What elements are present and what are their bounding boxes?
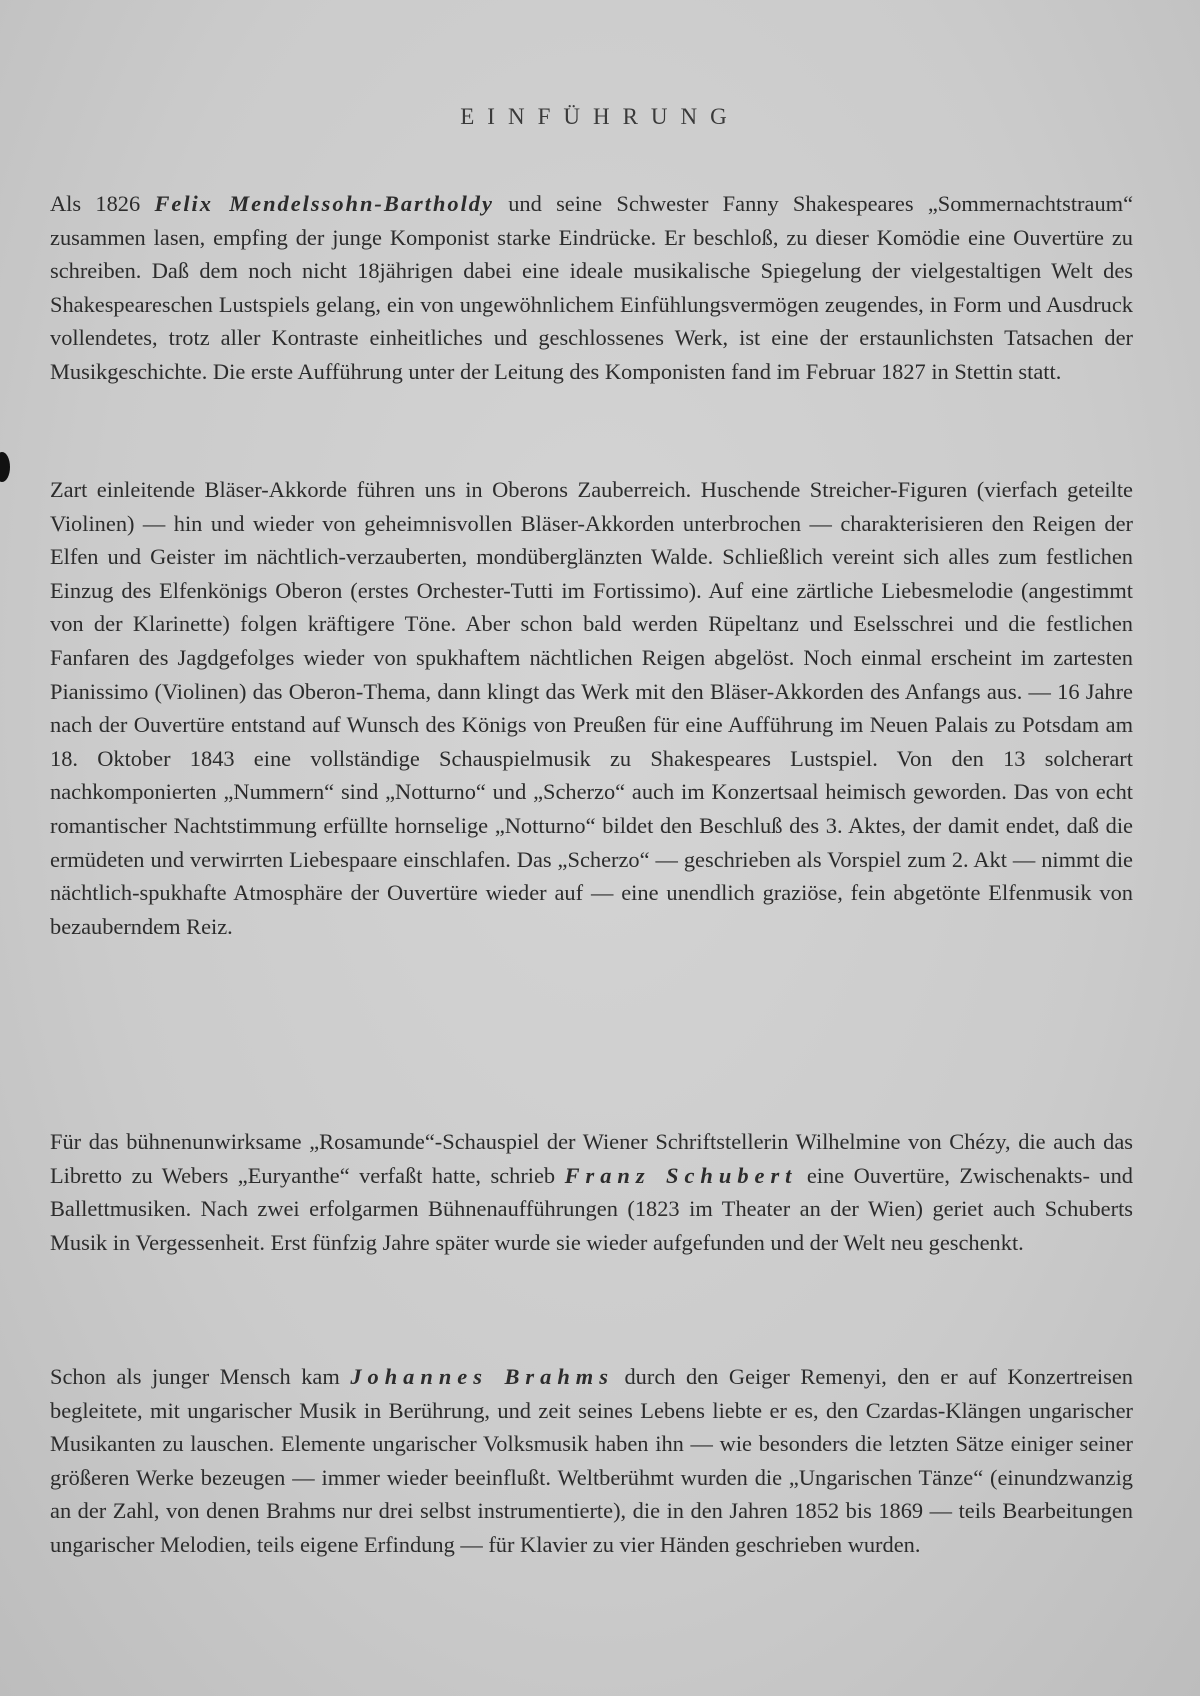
paragraph-text: Schon als junger Mensch kam	[50, 1364, 351, 1389]
paragraph-schubert	[50, 1125, 1133, 1259]
paragraph-overture-description	[50, 473, 1133, 943]
page-heading: EINFÜHRUNG	[460, 104, 740, 129]
paragraph-text: Für das bühnenunwirksame „Rosamunde“-Schauspiel der Wiener Schriftstellerin Wilhelmine von Chézy, die auch das Libretto zu Webers „Euryanthe“ verfaßt hatte, schrieb	[50, 1129, 1133, 1188]
paragraph-text: eine Ouvertüre, Zwischenakts- und Ballettmusiken. Nach zwei erfolgarmen Bühnenaufführungen (1823 im Theater an der Wien) geriet auch Schuberts Musik in Vergessenheit. Erst fünfzig Jahre später wurde sie wieder aufgefunden und der Welt neu geschenkt.	[50, 1162, 1133, 1255]
composer-name-schubert: Franz Schubert	[564, 1162, 798, 1188]
paragraph-text: Zart einleitende Bläser-Akkorde führen uns in Oberons Zauberreich. Huschende Streicher-Figuren (vierfach geteilte Violinen) — hin und wieder von geheimnisvollen Bläser-Akkorden unterbrochen — charakterisieren den Reigen der Elfen und Geister im nächtlich-verzauberten, mondüberglänzten Walde. Schließlich vereint sich alles zum festlichen Einzug des Elfenkönigs Oberon (erstes Orchester-Tutti im Fortissimo). Auf eine zärtliche Liebesmelodie (angestimmt von der Klarinette) folgen kräftigere Töne. Aber schon bald werden Rüpeltanz und Eselsschrei und die festlichen Fanfaren des Jagdgefolges wieder von spukhaftem nächtlichen Reigen abgelöst. Noch einmal erscheint im zartesten Pianissimo (Violinen) das Oberon-Thema, dann klingt das Werk mit den Bläser-Akkorden des Anfangs aus. — 16 Jahre nach der Ouvertüre entstand auf Wunsch des Königs von Preußen für eine Aufführung im Neuen Palais zu Potsdam am 18. Oktober 1843 eine vollständige Schauspielmusik zu Shakespeares Lustspiel. Von den 13 solcherart nachkomponierten „Nummern“ sind „Notturno“ und „Scherzo“ auch im Konzertsaal heimisch geworden. Das von echt romantischer Nachtstimmung erfüllte hornselige „Notturno“ bildet den Beschluß des 3. Aktes, der damit endet, daß die ermüdeten und verwirrten Liebespaare einschlafen. Das „Scherzo“ — geschrieben als Vorspiel zum 2. Akt — nimmt die nächtlich-spukhafte Atmosphäre der Ouvertüre wieder auf — eine unendlich graziöse, fein abgetönte Elfenmusik von bezauberndem Reiz.	[50, 477, 1133, 939]
paragraph-text: und seine Schwester Fanny Shakespeares „Sommernachtstraum“ zusammen lasen, empfing der junge Komponist starke Eindrücke. Er beschloß, zu dieser Komödie eine Ouvertüre zu schreiben. Daß dem noch nicht 18jährigen dabei eine ideale musikalische Spiegelung der vielgestaltigen Welt des Shakespeareschen Lustspiels gelang, ein von ungewöhnlichem Einfühlungsvermögen zeugendes, in Form und Ausdruck vollendetes, trotz aller Kontraste einheitliches und geschlossenes Werk, ist eine der erstaunlichsten Tatsachen der Musikgeschichte. Die erste Aufführung unter der Leitung des Komponisten fand im Februar 1827 in Stettin statt.	[50, 191, 1134, 384]
punch-hole-mark	[0, 452, 10, 482]
composer-name-mendelssohn: Felix Mendelssohn-Bartholdy	[154, 191, 494, 216]
paragraph-mendelssohn-intro	[50, 187, 1133, 389]
paragraph-text: Als 1826	[50, 191, 155, 216]
paragraph-text: durch den Geiger Remenyi, den er auf Konzertreisen begleitete, mit ungarischer Musik in Berührung, und zeit seines Lebens liebte er es, den Czardas-Klängen ungarischer Musikanten zu lauschen. Elemente ungarischer Volksmusik haben ihn — wie besonders die letzten Sätze einiger seiner größeren Werke bezeugen — immer wieder beeinflußt. Weltberühmt wurden die „Ungarischen Tänze“ (einundzwanzig an der Zahl, von denen Brahms nur drei selbst instrumentierte), die in den Jahren 1852 bis 1869 — teils Bearbeitungen ungarischer Melodien, teils eigene Erfindung — für Klavier zu vier Händen geschrieben wurden.	[50, 1364, 1133, 1557]
composer-name-brahms: Johannes Brahms	[350, 1364, 614, 1389]
paragraph-brahms	[50, 1360, 1133, 1562]
